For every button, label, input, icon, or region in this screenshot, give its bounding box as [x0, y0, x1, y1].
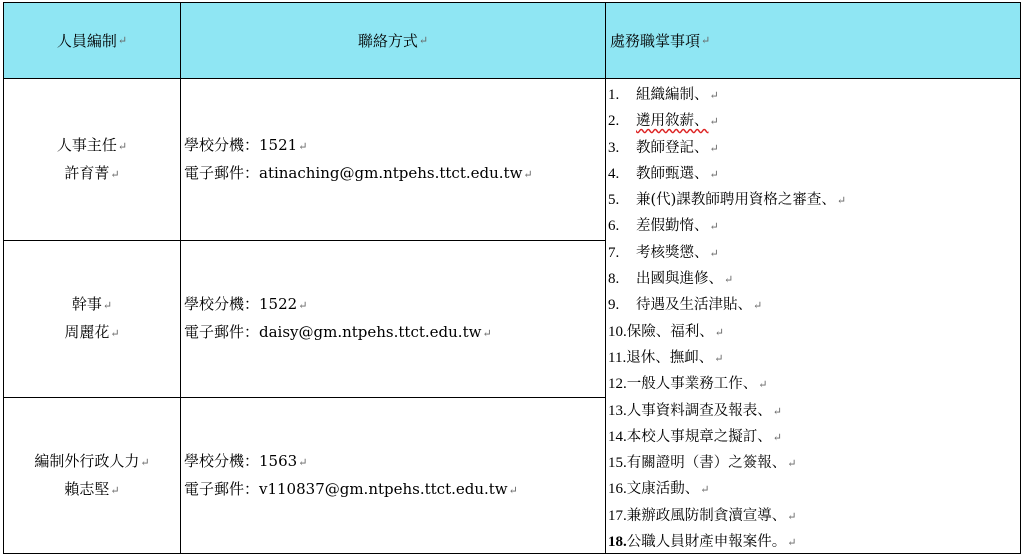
contact-cell-clerk	[180, 240, 606, 398]
duty-number: 6.	[608, 218, 620, 235]
return-mark-icon: ↵	[700, 483, 710, 497]
duty-text: 待遇及生活津貼、	[636, 297, 752, 314]
duty-text: 公職人員財產申報案件。	[626, 534, 787, 551]
return-mark-icon: ↵	[117, 34, 128, 47]
return-mark-icon: ↵	[772, 430, 782, 444]
duty-item	[606, 292, 1020, 318]
duties-table	[3, 2, 1021, 554]
duty-text: 退休、撫卹、	[626, 349, 714, 366]
extension-label: 學校分機：1522	[184, 295, 298, 313]
duty-text: 一般人事業務工作、	[626, 376, 758, 393]
return-mark-icon: ↵	[709, 141, 719, 155]
return-mark-icon: ↵	[102, 299, 113, 312]
duty-number: 10.	[608, 323, 627, 340]
duty-text: 組織編制、	[636, 87, 709, 103]
duty-text: 文康活動、	[626, 481, 700, 498]
duty-item	[606, 424, 1020, 450]
duty-item	[606, 345, 1020, 371]
duty-item	[606, 266, 1020, 292]
return-mark-icon: ↵	[787, 509, 797, 523]
return-mark-icon: ↵	[709, 167, 719, 181]
duty-text: 本校人事規章之擬訂、	[626, 428, 772, 445]
duty-number: 3.	[608, 139, 620, 156]
duty-item	[606, 82, 1020, 108]
duty-number: 15.	[608, 455, 627, 472]
return-mark-icon: ↵	[117, 139, 128, 153]
duty-text: 差假勤惰、	[636, 218, 709, 235]
duty-number: 1.	[608, 87, 620, 103]
return-mark-icon: ↵	[709, 220, 719, 234]
return-mark-icon: ↵	[709, 89, 719, 102]
person-cell-director	[3, 78, 181, 241]
duty-number: 2.	[608, 113, 620, 130]
return-mark-icon: ↵	[110, 167, 120, 181]
return-mark-icon: ↵	[508, 483, 518, 497]
duty-text: 人事資料調查及報表、	[626, 402, 772, 419]
duty-number: 13.	[608, 402, 627, 419]
duty-number: 12.	[608, 376, 627, 393]
header-contact-text: 聯絡方式	[357, 32, 418, 50]
duty-item	[606, 161, 1020, 187]
person-name: 周麗花	[64, 323, 110, 341]
email-label: 電子郵件：atinaching@gm.ntpehs.ttct.edu.tw	[184, 163, 523, 182]
return-mark-icon: ↵	[787, 457, 797, 471]
duty-number: 17.	[608, 507, 627, 524]
duty-item	[606, 108, 1020, 134]
duty-text: 教師甄選、	[636, 165, 709, 182]
duty-text: 遴用敘薪、	[636, 113, 709, 130]
duty-number: 11.	[608, 349, 627, 366]
return-mark-icon: ↵	[110, 327, 120, 340]
return-mark-icon: ↵	[836, 194, 847, 208]
person-name: 許育菁	[64, 163, 110, 182]
header-personnel-text: 人員編制	[56, 32, 117, 50]
return-mark-icon: ↵	[110, 483, 120, 497]
return-mark-icon: ↵	[772, 404, 782, 418]
duty-item	[606, 319, 1020, 345]
return-mark-icon: ↵	[298, 139, 308, 153]
duty-text: 兼辦政風防制貪瀆宣導、	[626, 507, 787, 524]
duty-number: 7.	[608, 244, 620, 261]
duty-item	[606, 135, 1020, 161]
duty-item	[606, 213, 1020, 239]
header-personnel	[3, 2, 181, 79]
return-mark-icon: ↵	[709, 115, 719, 129]
duty-item	[606, 476, 1020, 502]
duty-item	[606, 450, 1020, 476]
return-mark-icon: ↵	[298, 299, 308, 312]
duties-list	[605, 78, 1021, 554]
return-mark-icon: ↵	[753, 299, 763, 313]
duty-number: 14.	[608, 428, 627, 445]
person-name: 賴志堅	[64, 479, 110, 498]
duty-number: 18.	[608, 534, 627, 551]
return-mark-icon: ↵	[418, 34, 429, 47]
return-mark-icon: ↵	[714, 351, 724, 365]
return-mark-icon: ↵	[140, 455, 150, 469]
return-mark-icon: ↵	[298, 455, 308, 469]
duty-item	[606, 371, 1020, 397]
person-title: 幹事	[71, 295, 102, 313]
person-title: 編制外行政人力	[34, 451, 140, 470]
duty-text: 考核獎懲、	[636, 244, 709, 261]
duty-text: 有關證明（書）之簽報、	[626, 455, 787, 472]
return-mark-icon: ↵	[714, 325, 724, 339]
duty-item	[606, 240, 1020, 266]
extension-label: 學校分機：1563	[184, 451, 298, 470]
extension-label: 學校分機：1521	[184, 135, 298, 154]
duty-number: 5.	[608, 192, 620, 209]
email-label: 電子郵件：v110837@gm.ntpehs.ttct.edu.tw	[184, 479, 508, 498]
duty-number: 16.	[608, 481, 627, 498]
person-cell-admin-staff	[3, 397, 181, 554]
duty-text: 出國與進修、	[636, 271, 723, 288]
contact-cell-director	[180, 78, 606, 241]
return-mark-icon: ↵	[758, 378, 768, 392]
duty-number: 8.	[608, 271, 620, 288]
duty-item	[606, 398, 1020, 424]
return-mark-icon: ↵	[523, 167, 533, 181]
person-cell-clerk	[3, 240, 181, 398]
duty-number: 4.	[608, 165, 620, 182]
header-duties	[605, 2, 1021, 79]
duty-item	[606, 529, 1020, 555]
header-duties-text: 處務職掌事項	[610, 32, 701, 50]
duty-text: 兼(代)課教師聘用資格之審查、	[636, 192, 836, 209]
email-label: 電子郵件：daisy@gm.ntpehs.ttct.edu.tw	[184, 323, 482, 341]
duty-text: 保險、福利、	[626, 323, 714, 340]
return-mark-icon: ↵	[482, 327, 492, 340]
return-mark-icon: ↵	[709, 246, 719, 260]
duty-number: 9.	[608, 297, 620, 314]
duty-item	[606, 503, 1020, 529]
return-mark-icon: ↵	[724, 273, 734, 287]
return-mark-icon: ↵	[787, 536, 797, 550]
return-mark-icon: ↵	[701, 34, 711, 47]
duty-text: 教師登記、	[636, 139, 709, 156]
contact-cell-admin-staff	[180, 397, 606, 554]
header-contact	[180, 2, 606, 79]
person-title: 人事主任	[56, 135, 117, 154]
duty-item	[606, 187, 1020, 213]
